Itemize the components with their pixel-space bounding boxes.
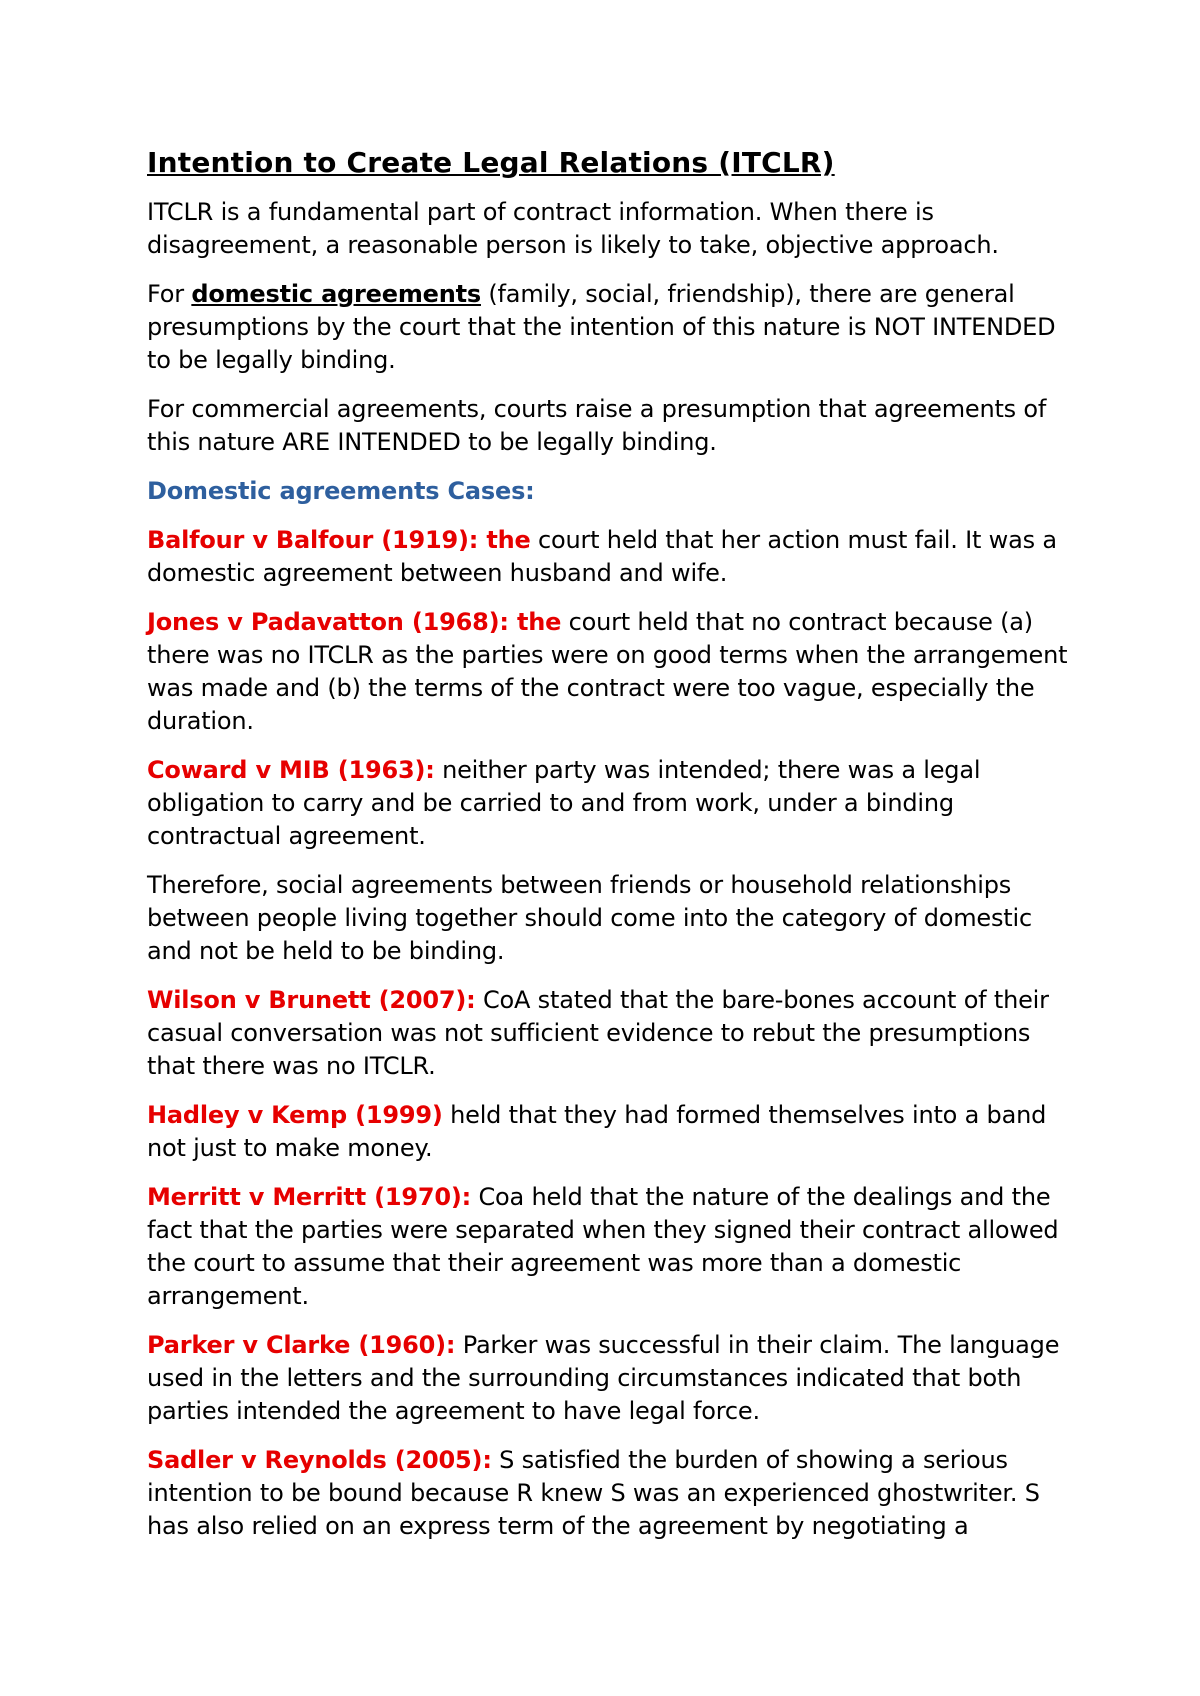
case-name: Jones v Padavatton (1968): the [147, 608, 562, 636]
case-text: S satisfied the burden of showing a serious intention to be bound because R knew S was an experienced ghostwriter. S has also relied on an express term of the agreement by negotiating a [147, 1446, 1040, 1540]
therefore-paragraph: Therefore, social agreements between friends or household relationships between people living together should come into the category of domestic and not be held to be binding. [147, 871, 1032, 965]
case-name: Parker v Clarke (1960): [147, 1331, 456, 1359]
case-text: neither party was intended; there was a legal obligation to carry and be carried to and from work, under a binding contractual agreement. [147, 756, 981, 850]
case-name: Sadler v Reynolds (2005): [147, 1446, 492, 1474]
domestic-agreements-paragraph [147, 278, 1077, 377]
document-title: Intention to Create Legal Relations (ITCLR) [147, 146, 835, 179]
case-text: CoA stated that the bare-bones account of their casual conversation was not sufficient evidence to rebut the presumptions that there was no ITCLR. [147, 986, 1049, 1080]
case-name: Balfour v Balfour (1919): the [147, 526, 531, 554]
domestic-agreements-emphasis: domestic agreements [191, 280, 481, 308]
case-name: Merritt v Merritt (1970): [147, 1183, 472, 1211]
domestic-suffix: (family, social, friendship), there are general presumptions by the court that the intention of this nature is NOT INTENDED to be legally binding. [147, 280, 1056, 374]
case-name: Wilson v Brunett (2007): [147, 986, 476, 1014]
document-body [147, 146, 1077, 1559]
cases-heading: Domestic agreements Cases: [147, 477, 535, 505]
domestic-prefix: For [147, 280, 192, 308]
commercial-agreements-paragraph: For commercial agreements, courts raise a presumption that agreements of this nature ARE INTENDED to be legally binding. [147, 395, 1047, 456]
case-paragraph [147, 606, 1077, 738]
case-name: Coward v MIB (1963): [147, 756, 435, 784]
case-paragraph [147, 1181, 1077, 1313]
case-text: Coa held that the nature of the dealings and the fact that the parties were separated when they signed their contract allowed the court to assume that their agreement was more than a domestic arrangement. [147, 1183, 1059, 1310]
case-text: court held that no contract because (a) there was no ITCLR as the parties were on good terms when the arrangement was made and (b) the terms of the contract were too vague, especially the duration. [147, 608, 1068, 735]
case-text: court held that her action must fail. It was a domestic agreement between husband and wife. [147, 526, 1057, 587]
case-text: Parker was successful in their claim. The language used in the letters and the surrounding circumstances indicated that both parties intended the agreement to have legal force. [147, 1331, 1060, 1425]
case-text: held that they had formed themselves into a band not just to make money. [147, 1101, 1047, 1162]
case-paragraph [147, 1099, 1077, 1165]
case-paragraph [147, 524, 1077, 590]
case-paragraph [147, 754, 1077, 853]
case-paragraph [147, 1444, 1077, 1543]
case-name: Hadley v Kemp (1999) [147, 1101, 443, 1129]
case-paragraph [147, 1329, 1077, 1428]
intro-paragraph: ITCLR is a fundamental part of contract information. When there is disagreement, a reasonable person is likely to take, objective approach. [147, 198, 999, 259]
case-paragraph [147, 984, 1077, 1083]
